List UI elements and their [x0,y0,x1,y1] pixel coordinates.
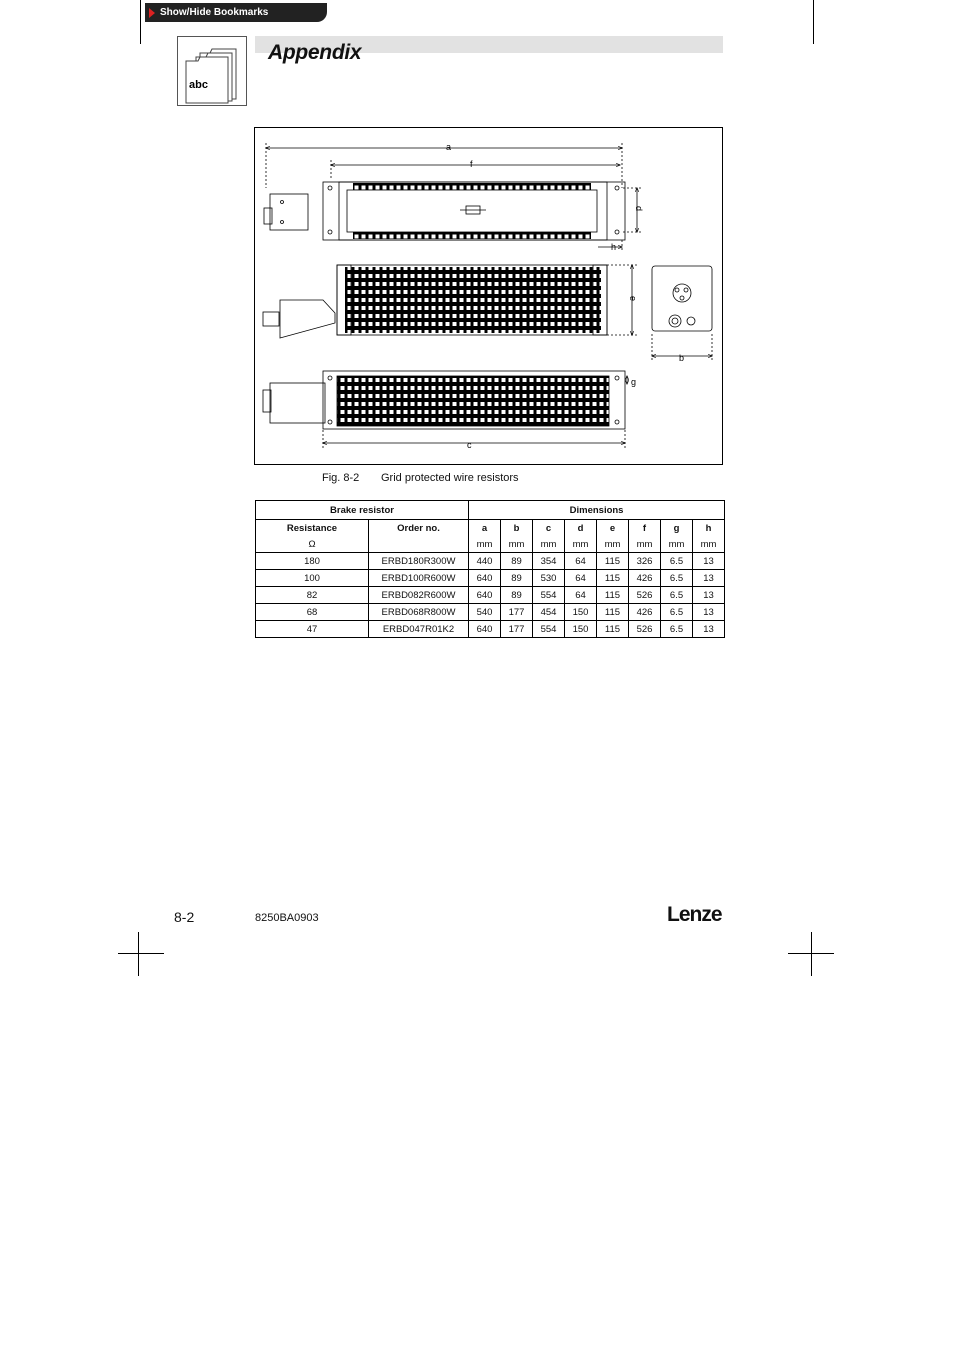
table-cell: 64 [565,587,597,604]
table-cell: 180 [256,553,369,570]
unit-cell: mm [469,536,501,553]
table-cell: 13 [693,587,725,604]
table-body [256,553,725,638]
dimension-label-e: e [628,296,638,302]
table-cell: 177 [501,621,533,638]
unit-cell: mm [661,536,693,553]
unit-cell: mm [629,536,661,553]
table-cell: 64 [565,553,597,570]
group-header-brake-resistor: Brake resistor [256,501,469,520]
table-cell: 177 [501,604,533,621]
show-hide-bookmarks-button[interactable] [145,3,327,22]
table-cell: 6.5 [661,553,693,570]
document-code: 8250BA0903 [255,912,319,924]
column-header: Resistance [256,520,369,537]
table-cell: 530 [533,570,565,587]
unit-cell: mm [501,536,533,553]
unit-row [256,536,725,553]
table-cell: 640 [469,587,501,604]
lenze-logo: Lenze [667,903,722,926]
table-cell: 454 [533,604,565,621]
page-number: 8-2 [174,909,195,925]
table-cell: 326 [629,553,661,570]
table-cell: 426 [629,604,661,621]
unit-cell: Ω [256,536,369,553]
table-cell: ERBD180R300W [369,553,469,570]
dimension-label-d: d [634,206,644,212]
table-cell: 115 [597,621,629,638]
unit-cell: mm [597,536,629,553]
table-cell: 6.5 [661,604,693,621]
table-cell: 82 [256,587,369,604]
triangle-right-icon [149,8,155,18]
table-cell: 426 [629,570,661,587]
table-cell: 89 [501,587,533,604]
table-cell: 640 [469,570,501,587]
group-header-dimensions: Dimensions [469,501,725,520]
column-header-row [256,520,725,537]
resistor-drawing [255,128,722,464]
table-cell: 47 [256,621,369,638]
table-cell: 150 [565,621,597,638]
dimension-label-h: h [611,242,617,252]
table-cell: 354 [533,553,565,570]
table-row [256,604,725,621]
table-cell: 115 [597,570,629,587]
table-cell: 68 [256,604,369,621]
crop-mark [813,0,814,44]
table-cell: 6.5 [661,621,693,638]
table-cell: ERBD047R01K2 [369,621,469,638]
table-cell: 13 [693,604,725,621]
table-cell: 13 [693,621,725,638]
crop-mark [118,953,164,954]
dimension-label-a: a [446,142,452,152]
unit-cell [369,536,469,553]
column-header: d [565,520,597,537]
table-cell: 89 [501,570,533,587]
table-cell: 115 [597,553,629,570]
column-header: e [597,520,629,537]
table-cell: 89 [501,553,533,570]
table-cell: ERBD100R600W [369,570,469,587]
table-cell: 526 [629,621,661,638]
figure-caption: Grid protected wire resistors [381,472,519,484]
unit-cell: mm [533,536,565,553]
figure-number: Fig. 8-2 [322,472,360,484]
table-cell: 64 [565,570,597,587]
table-cell: 115 [597,587,629,604]
table-cell: 554 [533,621,565,638]
column-header: a [469,520,501,537]
page-title: Appendix [268,41,362,64]
technical-drawing [254,127,723,465]
svg-text:abc: abc [189,79,208,91]
dimension-label-b: b [679,353,685,363]
table-cell: 440 [469,553,501,570]
table-row [256,570,725,587]
crop-mark [140,0,141,44]
table-cell: 640 [469,621,501,638]
table-cell: 540 [469,604,501,621]
bookmark-label: Show/Hide Bookmarks [160,7,269,18]
column-header: c [533,520,565,537]
table-cell: 6.5 [661,570,693,587]
table-cell: 13 [693,570,725,587]
table-cell: 13 [693,553,725,570]
unit-cell: mm [565,536,597,553]
folder-abc-icon [178,37,246,105]
dimension-label-f: f [470,159,473,169]
dimension-label-g: g [631,377,637,387]
chapter-icon-box [177,36,247,106]
dimensions-table [255,500,725,638]
column-header: Order no. [369,520,469,537]
table-row [256,553,725,570]
table-cell: 554 [533,587,565,604]
table-cell: 6.5 [661,587,693,604]
table-row [256,587,725,604]
dimension-label-c: c [467,440,472,450]
column-header: h [693,520,725,537]
table-cell: 115 [597,604,629,621]
column-header: f [629,520,661,537]
table-cell: 100 [256,570,369,587]
unit-cell: mm [693,536,725,553]
crop-mark [811,932,812,976]
table-cell: ERBD082R600W [369,587,469,604]
table-cell: 150 [565,604,597,621]
column-header: b [501,520,533,537]
table-cell: 526 [629,587,661,604]
table-cell: ERBD068R800W [369,604,469,621]
column-header: g [661,520,693,537]
table-row [256,621,725,638]
crop-mark [138,932,139,976]
